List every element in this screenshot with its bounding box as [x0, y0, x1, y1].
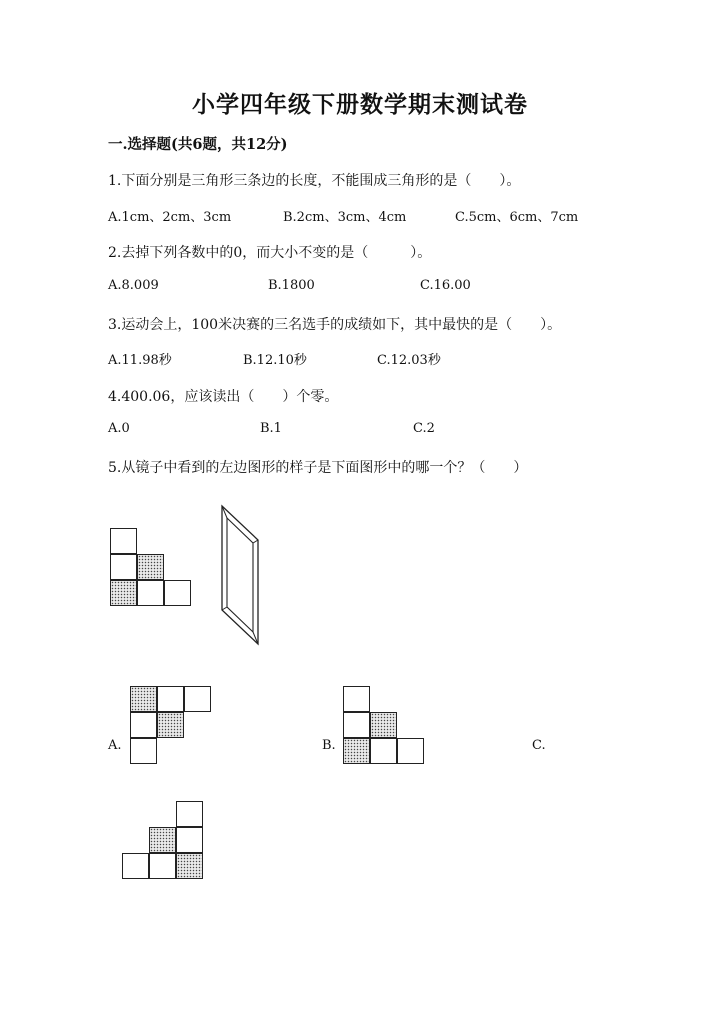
- shaded-square: [130, 686, 157, 712]
- source-figure: [110, 528, 193, 608]
- blank-square: [110, 554, 137, 580]
- blank-square: [137, 580, 164, 606]
- blank-square: [110, 528, 137, 554]
- question-2: 2.去掉下列各数中的0，而大小不变的是（ ）。: [108, 245, 432, 261]
- q1-option-c: C.5cm、6cm、7cm: [455, 210, 579, 225]
- blank-square: [176, 801, 203, 827]
- blank-square: [370, 738, 397, 764]
- q3-option-b: B.12.10秒: [243, 353, 307, 368]
- shaded-square: [149, 827, 176, 853]
- shaded-square: [343, 738, 370, 764]
- question-3: 3.运动会上，100米决赛的三名选手的成绩如下，其中最快的是（ ）。: [108, 317, 562, 333]
- q2-option-a: A.8.009: [108, 278, 159, 293]
- question-5: 5.从镜子中看到的左边图形的样子是下面图形中的哪一个？（ ）: [108, 460, 528, 476]
- q5-option-b: B.: [322, 738, 336, 753]
- blank-square: [130, 738, 157, 764]
- q4-option-a: A.0: [108, 421, 130, 436]
- q4-option-c: C.2: [413, 421, 435, 436]
- shaded-square: [137, 554, 164, 580]
- shaded-square: [110, 580, 137, 606]
- q5-option-a: A.: [108, 738, 122, 753]
- option-a-figure: [130, 686, 213, 766]
- q4-option-b: B.1: [260, 421, 282, 436]
- question-1: 1.下面分别是三角形三条边的长度，不能围成三角形的是（ ）。: [108, 173, 521, 189]
- q1-option-a: A.1cm、2cm、3cm: [108, 210, 232, 225]
- question-4: 4.400.06，应该读出（ ）个零。: [108, 389, 339, 405]
- q3-option-a: A.11.98秒: [108, 353, 172, 368]
- shaded-square: [157, 712, 184, 738]
- q3-option-c: C.12.03秒: [377, 353, 441, 368]
- q1-option-b: B.2cm、3cm、4cm: [283, 210, 407, 225]
- blank-square: [122, 853, 149, 879]
- blank-square: [184, 686, 211, 712]
- page-title: 小学四年级下册数学期末测试卷: [192, 91, 528, 118]
- blank-square: [176, 827, 203, 853]
- blank-square: [343, 686, 370, 712]
- blank-square: [343, 712, 370, 738]
- q2-option-b: B.1800: [268, 278, 315, 293]
- shaded-square: [176, 853, 203, 879]
- blank-square: [149, 853, 176, 879]
- blank-square: [157, 686, 184, 712]
- mirror-icon: [218, 504, 264, 646]
- q5-option-c: C.: [532, 738, 546, 753]
- section-heading: 一.选择题(共6题，共12分): [108, 136, 288, 153]
- q2-option-c: C.16.00: [420, 278, 471, 293]
- shaded-square: [370, 712, 397, 738]
- blank-square: [130, 712, 157, 738]
- blank-square: [397, 738, 424, 764]
- option-b-figure: [343, 686, 426, 766]
- blank-square: [164, 580, 191, 606]
- option-c-figure: [122, 801, 205, 881]
